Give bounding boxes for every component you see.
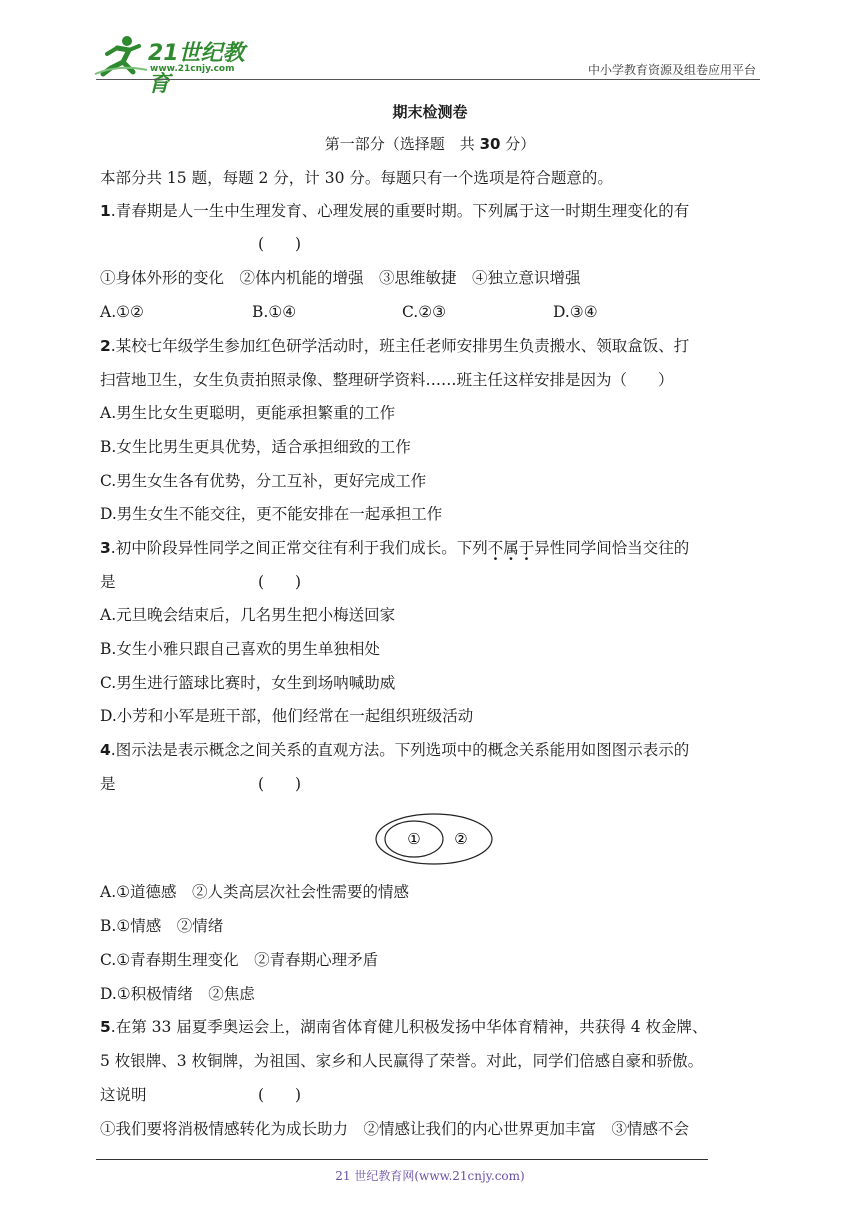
question-3-option-a: A.元旦晚会结束后，几名男生把小梅送回家 <box>100 606 396 624</box>
platform-name: 中小学教育资源及组卷应用平台 <box>587 63 756 77</box>
question-2-option-c: C.男生女生各有优势，分工互补，更好完成工作 <box>100 472 427 490</box>
option-c: C.②③ <box>402 303 447 321</box>
question-5-answer-blank: ( ) <box>258 1086 302 1104</box>
question-5-stem: 5.在第 33 届夏季奥运会上，湖南省体育健儿积极发扬中华体育精神，共获得 4 枚金牌、 <box>100 1018 708 1036</box>
question-2-option-d: D.男生女生不能交往，更不能安排在一起承担工作 <box>100 505 443 523</box>
runner-icon <box>93 34 149 78</box>
question-2-option-a: A.男生比女生更聪明，更能承担繁重的工作 <box>100 404 396 422</box>
question-3-option-c: C.男生进行篮球比赛时，女生到场呐喊助威 <box>100 674 396 692</box>
question-2-stem-cont: 扫营地卫生，女生负责拍照录像、整理研学资料……班主任这样安排是因为（ ） <box>100 371 674 389</box>
question-5-stem-cont: 5 枚银牌、3 枚铜牌，为祖国、家乡和人民赢得了荣誉。对此，同学们倍感自豪和骄傲。 <box>100 1052 704 1070</box>
logo-text: 21世纪教育 <box>148 41 245 97</box>
page-title: 期末检测卷 <box>392 103 468 121</box>
question-1-items: ①身体外形的变化 ②体内机能的增强 ③思维敏捷 ④独立意识增强 <box>100 269 581 287</box>
option-b: B.①④ <box>252 303 297 321</box>
concept-diagram <box>373 812 495 866</box>
question-5-items: ①我们要将消极情感转化为成长助力 ②情感让我们的内心世界更加丰富 ③情感不会 <box>100 1120 690 1138</box>
section-heading: 第一部分（选择题 共 30 分） <box>324 135 536 153</box>
inner-label: ① <box>407 830 421 848</box>
site-logo <box>93 34 263 97</box>
question-4-stem-cont: 是 <box>100 775 116 793</box>
emphasis-char: 于 <box>518 539 535 557</box>
emphasis-char: 不 <box>487 539 504 557</box>
option-a: A.①② <box>100 303 144 321</box>
footer-divider <box>96 1159 708 1160</box>
question-4-answer-blank: ( ) <box>258 775 302 793</box>
question-4-option-c: C.①青春期生理变化 ②青春期心理矛盾 <box>100 951 379 969</box>
question-3-option-b: B.女生小雅只跟自己喜欢的男生单独相处 <box>100 640 380 658</box>
option-d: D.③④ <box>553 303 598 321</box>
section-intro: 本部分共 15 题，每题 2 分，计 30 分。每题只有一个选项是符合题意的。 <box>100 169 613 187</box>
outer-label: ② <box>454 830 468 848</box>
question-5-stem-cont-2: 这说明 <box>100 1086 147 1104</box>
question-4-option-b: B.①情感 ②情绪 <box>100 917 224 935</box>
question-3-answer-blank: ( ) <box>258 573 302 591</box>
question-2-stem: 2.某校七年级学生参加红色研学活动时，班主任老师安排男生负责搬水、领取盒饭、打 <box>100 337 690 355</box>
footer-link[interactable]: 21 世纪教育网(www.21cnjy.com) <box>335 1169 525 1183</box>
question-1-options <box>100 302 660 322</box>
outer-ellipse <box>376 814 492 864</box>
question-2-option-b: B.女生比男生更具优势，适合承担细致的工作 <box>100 438 411 456</box>
question-1-answer-blank: ( ) <box>258 235 302 253</box>
question-4-option-a: A.①道德感 ②人类高层次社会性需要的情感 <box>100 883 410 901</box>
logo-url: www.21cnjy.com <box>150 64 235 74</box>
question-3-stem-cont: 是 <box>100 573 116 591</box>
header-divider <box>96 79 760 80</box>
question-3-stem: 3.初中阶段异性同学之间正常交往有利于我们成长。下列不属于异性同学间恰当交往的 <box>100 539 690 557</box>
emphasis-char: 属 <box>503 539 519 557</box>
question-1-stem: 1.青春期是人一生中生理发育、心理发展的重要时期。下列属于这一时期生理变化的有 <box>100 202 690 220</box>
question-4-option-d: D.①积极情绪 ②焦虑 <box>100 985 255 1003</box>
question-4-stem: 4.图示法是表示概念之间关系的直观方法。下列选项中的概念关系能用如图图示表示的 <box>100 741 690 759</box>
question-3-option-d: D.小芳和小军是班干部，他们经常在一起组织班级活动 <box>100 707 474 725</box>
